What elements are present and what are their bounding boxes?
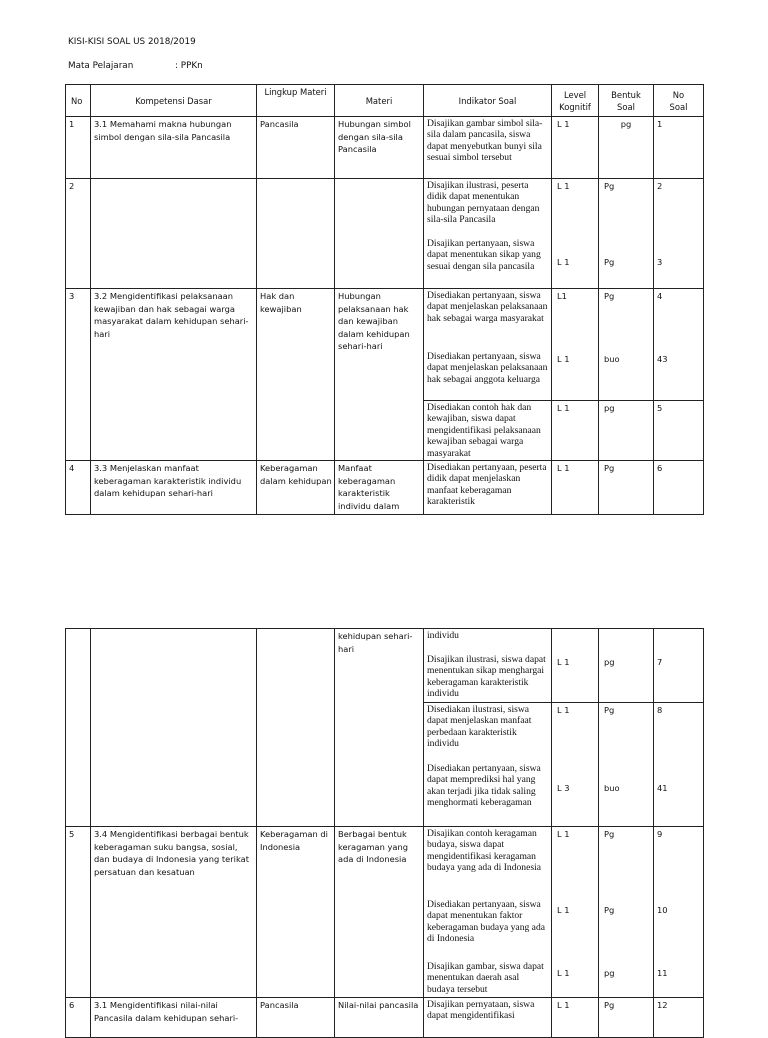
cell-text-kd: 3.4 Mengidentifikasi berbagai bentuk keberagaman suku bangsa, sosial, dan budaya di Indonesia yang terikat persatuan dan kesatuan — [94, 829, 249, 877]
table-row — [66, 629, 704, 703]
cell-text-materi: Hubungan simbol dengan sila-sila Pancasila — [338, 119, 411, 154]
subject-value: : PPKn — [175, 61, 203, 71]
table-cell — [91, 461, 257, 515]
table-row — [66, 827, 704, 998]
table-cell — [654, 401, 704, 461]
table-cell — [424, 289, 552, 401]
cell-text-lvl: L 1 — [557, 119, 570, 129]
cell-text-lvl-c: L 1 — [557, 968, 570, 978]
cell-text-ind-c: Disajikan gambar, siswa dapat menentukan daerah asal budaya tersebut — [427, 961, 544, 995]
subject-label: Mata Pelajaran — [68, 61, 134, 71]
cell-text-bentuk-1: Bentuk — [611, 89, 641, 100]
table-row — [66, 998, 704, 1038]
cell-text-nos: 5 — [657, 403, 663, 413]
cell-text-nos-b: 10 — [657, 905, 668, 915]
table-cell — [552, 117, 599, 179]
cell-text-bentuk: Pg — [604, 463, 615, 473]
cell-text-lingkup: Hak dan kewajiban — [260, 291, 302, 314]
cell-text-materi: Materi — [365, 95, 393, 106]
table-cell — [552, 179, 599, 289]
cell-text-nosoal-1: No — [672, 89, 685, 100]
cell-text-nos: 1 — [657, 119, 663, 129]
table-cell — [552, 289, 599, 401]
header-no — [66, 85, 91, 117]
table-cell — [335, 998, 424, 1038]
table-cell — [91, 998, 257, 1038]
cell-text-materi: Manfaat keberagaman karakteristik individu dalam — [338, 463, 400, 511]
cell-text-nos-b: 7 — [657, 657, 663, 667]
table-cell — [424, 401, 552, 461]
header-kompetensi-dasar — [91, 85, 257, 117]
cell-text-lvl-b: L 1 — [557, 905, 570, 915]
cell-text-no: No — [71, 95, 83, 106]
table-cell — [257, 998, 335, 1038]
table-cell — [66, 629, 91, 827]
table-cell — [257, 827, 335, 998]
cell-text-kd: 3.2 Mengidentifikasi pelaksanaan kewajiban dan hak sebagai warga masyarakat dalam kehidupan sehari-hari — [94, 291, 249, 339]
cell-text-nos-b: 3 — [657, 257, 663, 267]
cell-text-level-1: Level — [563, 89, 587, 100]
cell-text-ind: Disajikan gambar simbol sila-sila dalam pancasila, siswa dapat menyebutkan bunyi sila sesuai simbol tersebut — [427, 118, 543, 164]
header-no-soal — [654, 85, 704, 117]
table-row — [66, 179, 704, 289]
cell-text-kd: 3.1 Mengidentifikasi nilai-nilai Pancasila dalam kehidupan sehari- — [94, 1000, 239, 1023]
cell-text-lvl-b: L 3 — [557, 783, 570, 793]
table-cell — [424, 703, 552, 827]
table-cell — [424, 461, 552, 515]
cell-text-lingkup: Keberagaman dalam kehidupan — [260, 463, 332, 486]
table-cell — [654, 629, 704, 703]
cell-text-bentuk-b: pg — [604, 657, 615, 667]
cell-text-lvl-a: L 1 — [557, 829, 570, 839]
table-cell — [335, 179, 424, 289]
table-header-row — [66, 85, 704, 117]
table-cell — [552, 629, 599, 703]
table-cell — [66, 179, 91, 289]
table-cell — [91, 629, 257, 827]
cell-text-no: 3 — [69, 291, 75, 301]
cell-text-nos-a: 4 — [657, 291, 663, 301]
table-cell — [654, 289, 704, 401]
cell-text-kd: 3.1 Memahami makna hubungan simbol dengan sila-sila Pancasila — [94, 119, 232, 142]
table-cell — [599, 998, 654, 1038]
cell-text-lvl-a: L 1 — [557, 181, 570, 191]
cell-text-nos-b: 43 — [657, 354, 668, 364]
table-cell — [335, 289, 424, 461]
cell-text-bentuk-a: Pg — [604, 829, 615, 839]
table-cell — [552, 827, 599, 998]
table-cell — [424, 827, 552, 998]
header-bentuk-soal — [599, 85, 654, 117]
cell-text-ind-b: Disediakan pertanyaan, siswa dapat menjelaskan pelaksanaan hak sebagai anggota keluarga — [427, 351, 548, 385]
cell-text-no: 4 — [69, 463, 75, 473]
table-cell — [91, 827, 257, 998]
table-cell — [552, 401, 599, 461]
cell-text-nos: 6 — [657, 463, 663, 473]
cell-text-lvl-b: L 1 — [557, 257, 570, 267]
table-cell — [91, 179, 257, 289]
cell-text-lvl-b: L 1 — [557, 354, 570, 364]
table-cell — [424, 998, 552, 1038]
table-cell — [424, 629, 552, 703]
cell-text-no: 2 — [69, 181, 75, 191]
cell-text-ind-b: Disediakan pertanyaan, siswa dapat memprediksi hal yang akan terjadi jika tidak saling menghormati keberagaman — [427, 763, 541, 809]
header-materi — [335, 85, 424, 117]
cell-text-lingkup: Pancasila — [260, 119, 299, 129]
cell-text-ind: Disediakan pertanyaan, peserta didik dapat menjelaskan manfaat keberagaman karakteristik — [427, 462, 547, 508]
table-cell — [552, 461, 599, 515]
cell-text-ind-a: individu — [427, 630, 459, 641]
table-cell — [424, 117, 552, 179]
header-level-kognitif — [552, 85, 599, 117]
cell-text-lingkup: Lingkup Materi — [264, 87, 327, 97]
cell-text-nos-a: 8 — [657, 705, 663, 715]
table-cell — [335, 117, 424, 179]
table-cell — [599, 703, 654, 827]
cell-text-nos-b: 41 — [657, 783, 668, 793]
cell-text-ind-b: Disajikan ilustrasi, siswa dapat menentukan sikap menghargai keberagaman karakteristik individu — [427, 654, 546, 700]
table-cell — [66, 998, 91, 1038]
cell-text-bentuk-c: pg — [604, 968, 615, 978]
cell-text-lvl: L 1 — [557, 403, 570, 413]
table-cell — [654, 827, 704, 998]
table-cell — [599, 629, 654, 703]
cell-text-ind: Disediakan contoh hak dan kewajiban, siswa dapat mengidentifikasi pelaksanaan kewajiban sebagai warga masyarakat — [427, 402, 541, 459]
cell-text-materi: Hubungan pelaksanaan hak dan kewajiban dalam kehidupan sehari-hari — [338, 291, 410, 351]
cell-text-ind-a: Disajikan ilustrasi, peserta didik dapat menentukan hubungan pernyataan dengan sila-sila Pancasila — [427, 180, 540, 226]
table-cell — [424, 179, 552, 289]
cell-text-bentuk: pg — [620, 119, 632, 129]
cell-text-lingkup: Keberagaman di Indonesia — [260, 829, 328, 852]
cell-text-bentuk-b: Pg — [604, 905, 615, 915]
cell-text-bentuk: Pg — [604, 1000, 615, 1010]
table-cell — [257, 461, 335, 515]
cell-text-kd: 3.3 Menjelaskan manfaat keberagaman karakteristik individu dalam kehidupan sehari-hari — [94, 463, 242, 498]
table-cell — [654, 998, 704, 1038]
table-cell — [257, 179, 335, 289]
cell-text-bentuk-b: buo — [604, 783, 620, 793]
cell-text-ind-a: Disajikan contoh keragaman budaya, siswa dapat mengidentifikasi keragaman budaya yang ada di Indonesia — [427, 828, 542, 874]
cell-text-bentuk-b: Pg — [604, 257, 615, 267]
cell-text-lvl-a: L1 — [557, 291, 567, 301]
kisi-kisi-table-page-1 — [65, 84, 704, 515]
cell-text-ind: Disajikan pernyataan, siswa dapat mengidentifikasi — [427, 999, 535, 1022]
table-row — [66, 289, 704, 401]
header-lingkup-materi — [257, 85, 335, 117]
cell-text-lvl: L 1 — [557, 1000, 570, 1010]
cell-text-bentuk-a: Pg — [604, 291, 615, 301]
cell-text-no: 1 — [69, 119, 75, 129]
cell-text-nos-a: 2 — [657, 181, 663, 191]
cell-text-bentuk-a: Pg — [604, 705, 615, 715]
cell-text-bentuk-a: Pg — [604, 181, 615, 191]
table-cell — [91, 289, 257, 461]
table-cell — [257, 289, 335, 461]
table-cell — [66, 461, 91, 515]
cell-text-nos-c: 11 — [657, 968, 668, 978]
cell-text-no: 5 — [69, 829, 75, 839]
cell-text-nos: 12 — [657, 1000, 668, 1010]
table-cell — [654, 117, 704, 179]
table-cell — [599, 401, 654, 461]
cell-text-bentuk: pg — [604, 403, 615, 413]
cell-text-materi: kehidupan sehari-hari — [338, 631, 413, 654]
cell-text-ind-a: Disediakan pertanyaan, siswa dapat menjelaskan pelaksanaan hak sebagai warga masyarakat — [427, 290, 548, 324]
table-cell — [335, 827, 424, 998]
table-cell — [654, 703, 704, 827]
header-indikator-soal — [424, 85, 552, 117]
document-title: KISI-KISI SOAL US 2018/2019 — [68, 37, 196, 47]
table-cell — [654, 179, 704, 289]
cell-text-lvl-b: L 1 — [557, 657, 570, 667]
table-cell — [599, 179, 654, 289]
table-cell — [257, 117, 335, 179]
table-cell — [552, 703, 599, 827]
cell-text-ind-b: Disediakan pertanyaan, siswa dapat menentukan faktor keberagaman budaya yang ada di Indonesia — [427, 899, 545, 945]
cell-text-materi: Nilai-nilai pancasila — [338, 1000, 419, 1010]
cell-text-lingkup: Pancasila — [260, 1000, 299, 1010]
table-cell — [599, 461, 654, 515]
cell-text-bentuk-b: buo — [604, 354, 620, 364]
cell-text-materi: Berbagai bentuk keragaman yang ada di Indonesia — [338, 829, 409, 864]
table-cell — [257, 629, 335, 827]
table-cell — [66, 827, 91, 998]
table-cell — [552, 998, 599, 1038]
cell-text-level-2: Kognitif — [559, 101, 591, 112]
cell-text-kd: Kompetensi Dasar — [135, 95, 212, 106]
cell-text-ind-a: Disediakan ilustrasi, siswa dapat menjelaskan manfaat perbedaan karakteristik individu — [427, 704, 532, 750]
cell-text-ind-b: Disajikan pertanyaan, siswa dapat menentukan sikap yang sesuai dengan sila pancasila — [427, 238, 541, 272]
cell-text-bentuk-2: Soal — [617, 101, 635, 112]
table-cell — [654, 461, 704, 515]
table-cell — [335, 629, 424, 827]
cell-text-indikator: Indikator Soal — [458, 95, 517, 106]
cell-text-lvl: L 1 — [557, 463, 570, 473]
table-cell — [335, 461, 424, 515]
kisi-kisi-table-page-2 — [65, 628, 704, 1038]
cell-text-no: 6 — [69, 1000, 75, 1010]
cell-text-nos-a: 9 — [657, 829, 663, 839]
cell-text-lvl-a: L 1 — [557, 705, 570, 715]
table-cell — [66, 289, 91, 461]
table-cell — [66, 117, 91, 179]
table-cell — [91, 117, 257, 179]
table-cell — [599, 117, 654, 179]
cell-text-nosoal-2: Soal — [669, 101, 688, 112]
table-cell — [599, 289, 654, 401]
table-row — [66, 461, 704, 515]
table-cell — [599, 827, 654, 998]
table-row — [66, 117, 704, 179]
